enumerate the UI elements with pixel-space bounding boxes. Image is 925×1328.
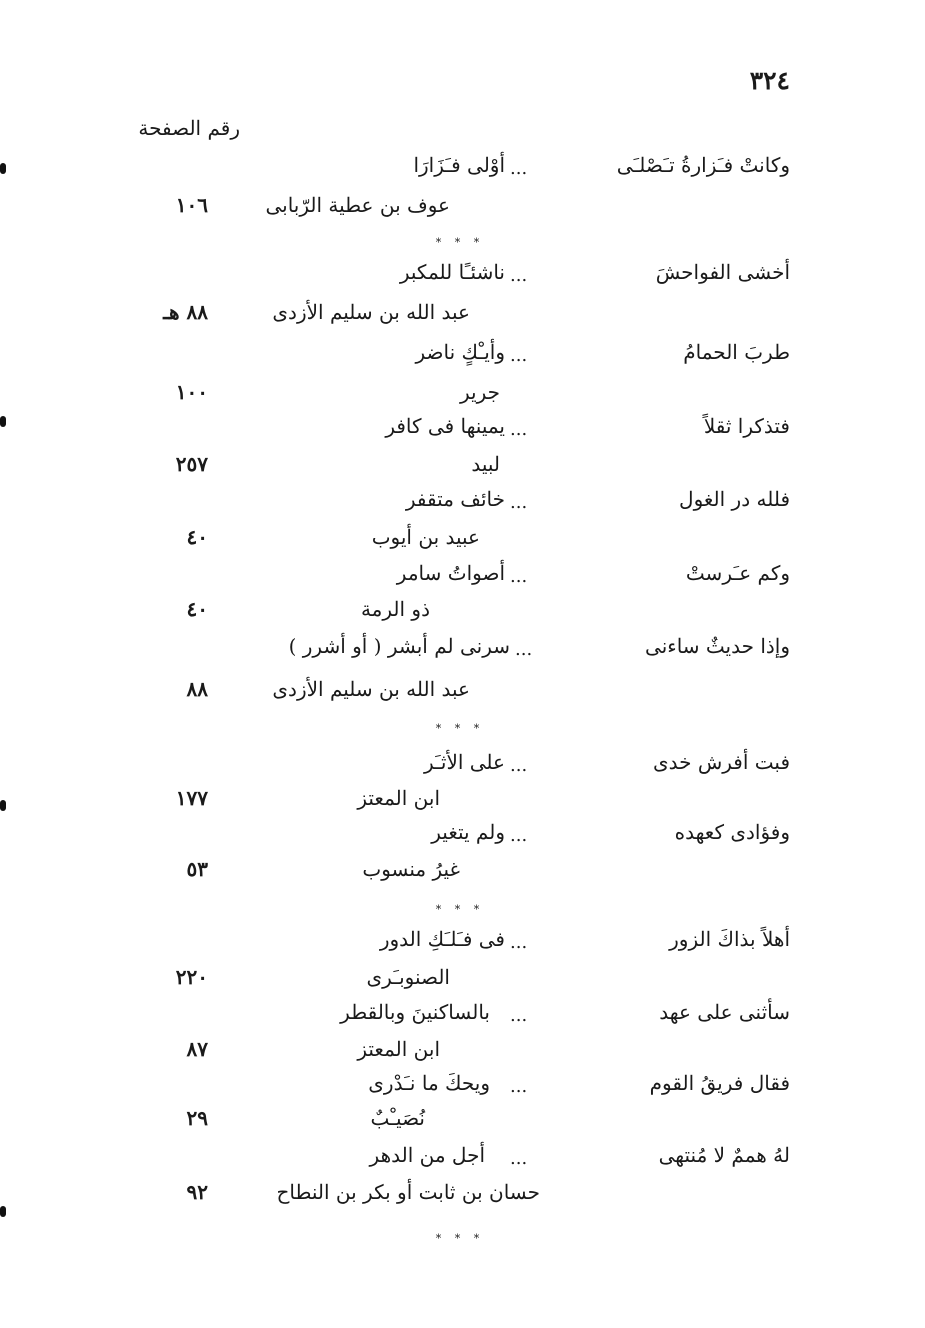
ellipsis: ... [510,158,528,179]
section-separator: * * * [435,1232,485,1245]
ellipsis: ... [510,492,528,513]
verse-first-half: فلله در الغول [679,487,790,511]
poet-name: حسان بن ثابت أو بكر بن النطاح [276,1180,540,1204]
page-ref: ٩٢ [186,1180,208,1204]
poet-name: غيرُ منسوب [362,857,460,881]
verse-first-half: فقال فريقُ القوم [649,1071,790,1095]
ellipsis: ... [510,825,528,846]
verse-second-half: ويحكَ ما نـَدْرى [368,1071,490,1095]
ellipsis: ... [510,419,528,440]
verse-second-half: خائف متقفر [405,487,505,511]
page-ref: ٢٩ [186,1106,208,1130]
ellipsis: ... [510,265,528,286]
poet-name: عوف بن عطية الرّبابى [265,193,450,217]
column-header-page-number: رقم الصفحة [138,116,240,140]
ellipsis: ... [510,1148,528,1169]
scan-mark [0,800,6,811]
verse-first-half: فتذكرا ثقلاً [703,414,790,438]
ellipsis: ... [510,566,528,587]
ellipsis: ... [515,639,533,660]
verse-second-half: وأيـْكٍ ناضر [415,340,505,364]
section-separator: * * * [435,722,485,735]
page-ref: ٥٣ [186,857,208,881]
verse-second-half: أجل من الدهر [369,1143,485,1167]
poet-name: جرير [460,380,500,404]
ellipsis: ... [510,345,528,366]
verse-first-half: سأثنى على عهد [659,1000,790,1024]
scan-mark [0,416,6,427]
verse-first-half: وفؤادى كعهده [674,820,790,844]
ellipsis: ... [510,1005,528,1026]
page-number: ٣٢٤ [749,66,790,95]
verse-second-half: ناشئـًا للمكبر [399,260,505,284]
page-ref: ٤٠ [186,597,208,621]
verse-first-half: أخشى الفواحشَ [655,260,790,284]
page-ref: ٨٧ [186,1037,208,1061]
verse-second-half: على الأثـَر [423,750,505,774]
section-separator: * * * [435,236,485,249]
verse-second-half: أصواتُ سامر [396,561,505,585]
page-ref: ٤٠ [186,525,208,549]
poet-name: نُصَيـْبٌ [370,1106,425,1130]
ellipsis: ... [510,932,528,953]
verse-first-half: طربَ الحمامُ [683,340,790,364]
page-ref: ١٠٦ [175,193,208,217]
poet-name: لبيد [471,452,500,476]
ellipsis: ... [510,755,528,776]
page-ref: ٨٨ [186,677,208,701]
page-ref: ٢٥٧ [175,452,208,476]
scan-mark [0,163,6,174]
section-separator: * * * [435,903,485,916]
verse-second-half: ولم يتغير [431,820,505,844]
poet-name: الصنوبـَرى [366,965,450,989]
poet-name: عبد الله بن سليم الأزدى [272,677,470,701]
poet-name: ابن المعتز [357,786,440,810]
verse-first-half: فبت أفرش خدى [652,750,790,774]
page-ref: ١٠٠ [175,380,208,404]
verse-first-half: أهلاً بذاكَ الزور [669,927,790,951]
page-ref: ١٧٧ [175,786,208,810]
poet-name: عبد الله بن سليم الأزدى [272,300,470,324]
scan-mark [0,1206,6,1217]
verse-first-half: لهُ هممٌ لا مُنتهى [658,1143,790,1167]
verse-second-half: سرنى لم أبشر ( أو أشرر ) [288,634,510,658]
page-ref: ٢٢٠ [175,965,208,989]
verse-second-half: يمينها فى كافر [385,414,505,438]
verse-second-half: أوْلى فـَزَارَا [413,153,505,177]
verse-second-half: فى فـَلـَكِ الدور [379,927,505,951]
poet-name: ابن المعتز [357,1037,440,1061]
page-ref: ٨٨ هـ [163,300,208,324]
verse-first-half: وكانتْ فـَزارةُ تـَصْلـَى [616,153,790,177]
poet-name: ذو الرمة [360,597,430,621]
verse-first-half: وكم عـَرستْ [685,561,790,585]
poet-name: عبيد بن أيوب [371,525,480,549]
verse-first-half: وإذا حديثٌ ساءنى [645,634,790,658]
ellipsis: ... [510,1076,528,1097]
verse-second-half: بالساكنينَ وبالقطر [340,1000,490,1024]
